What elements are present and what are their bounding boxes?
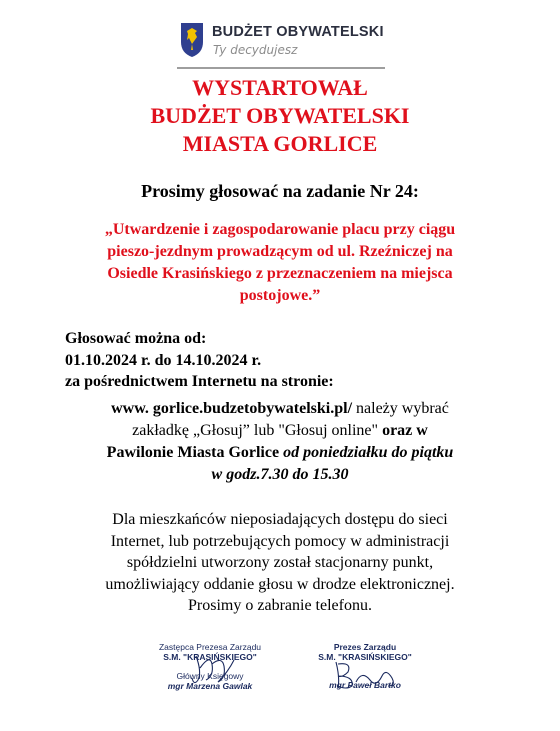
budzet-obywatelski-logo	[180, 20, 390, 66]
headline-line: WYSTARTOWAŁ	[192, 75, 368, 100]
info-line: Prosimy o zabranie telefonu.	[188, 597, 372, 614]
handwritten-signature-icon	[330, 658, 400, 692]
city-crest-icon	[180, 22, 204, 58]
info-line: spółdzielni utworzony został stacjonarny punkt,	[126, 554, 434, 571]
task-line: Osiedle Krasińskiego z przeznaczeniem na miejsca	[107, 265, 453, 282]
stamp-title: Zastępca Prezesa Zarządu	[158, 642, 262, 652]
vote-dates: 01.10.2024 r. do 14.10.2024 r.	[65, 351, 262, 369]
task-title	[62, 219, 498, 307]
task-line: „Utwardzenie i zagospodarowanie placu przy ciągu	[104, 221, 456, 238]
vote-request: Prosimy głosować na zadanie Nr 24:	[141, 181, 419, 201]
opening-hours: w godz.7.30 do 15.30	[211, 466, 349, 483]
voting-url-link[interactable]: www. gorlice.budzetobywatelski.pl/	[111, 400, 353, 417]
logo-brand-text: BUDŻET OBYWATELSKI	[212, 24, 384, 40]
online-text: należy wybrać	[352, 400, 449, 417]
headline	[0, 74, 560, 158]
stamp-name: mgr Paweł Bartko	[329, 680, 401, 690]
vote-period	[65, 328, 334, 393]
headline-line: MIASTA GORLICE	[182, 131, 378, 156]
online-instructions	[62, 398, 498, 486]
logo-tagline: Ty decydujesz	[213, 43, 298, 57]
task-line: pieszo-jezdnym prowadzącym od ul. Rzeźniczej na	[107, 243, 453, 260]
vote-label: Głosować można od:	[65, 330, 207, 347]
stamp-role: Główny Księgowy	[176, 671, 244, 681]
info-line: Internet, lub potrzebujących pomocy w administracji	[110, 532, 450, 550]
opening-days: od poniedziałku do piątku	[279, 444, 454, 461]
stamp-org: S.M. "KRASIŃSKIEGO"	[318, 652, 412, 662]
task-line: postojowe.”	[239, 287, 321, 304]
vote-via: za pośrednictwem Internetu na stronie:	[65, 373, 334, 390]
stamp-org: S.M. "KRASIŃSKIEGO"	[163, 652, 257, 662]
info-line: Dla mieszkańców nieposiadających dostępu do sieci	[112, 511, 448, 528]
pawilon-location: Pawilonie Miasta Gorlice	[106, 444, 280, 461]
stamp-name: mgr Marzena Gawlak	[167, 681, 253, 691]
headline-line: BUDŻET OBYWATELSKI	[150, 103, 410, 128]
assistance-info	[60, 509, 500, 617]
header-divider	[177, 67, 385, 69]
info-line: umożliwiający oddanie głosu w drodze elektronicznej.	[105, 575, 455, 593]
online-oraz: oraz w	[378, 422, 428, 439]
handwritten-signature-icon	[188, 650, 238, 690]
online-tab-text: zakładkę „Głosuj” lub "Głosuj online"	[132, 422, 379, 439]
stamp-title: Prezes Zarządu	[333, 642, 397, 652]
